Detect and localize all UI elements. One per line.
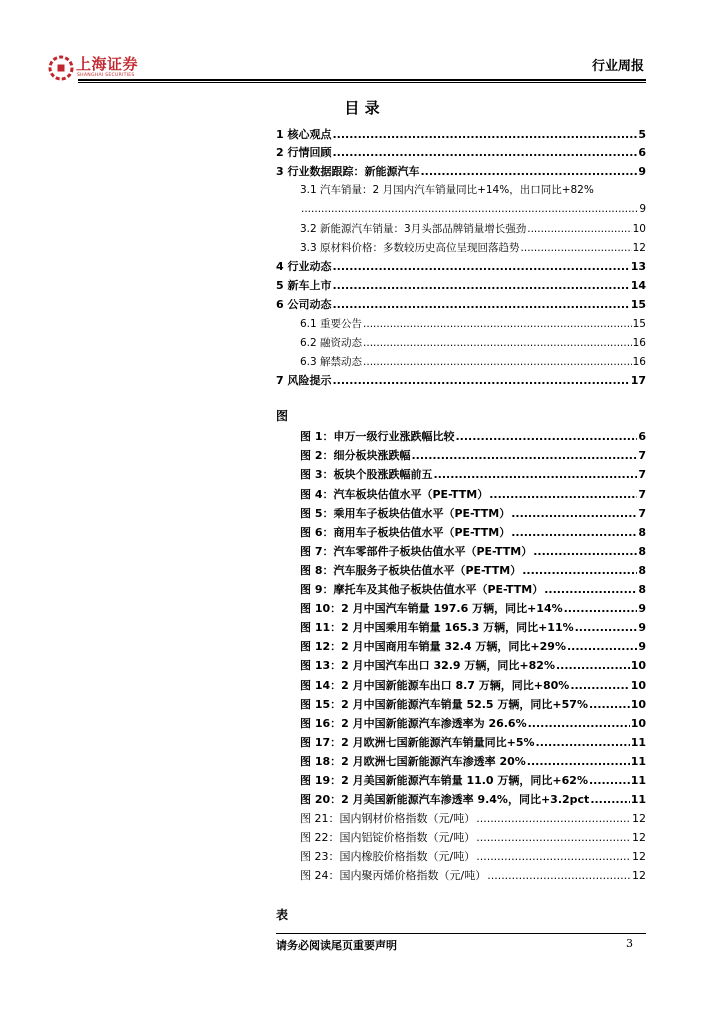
toc-entry[interactable]: [276, 144, 646, 162]
figure-entry[interactable]: [300, 505, 646, 523]
figure-page: 8: [638, 583, 646, 596]
header-rule-thin: [78, 82, 646, 83]
figure-text: 图 22：国内铝锭价格指数（元/吨）: [300, 831, 476, 844]
figure-text: 图 16：2 月中国新能源汽车渗透率为 26.6%: [300, 717, 527, 730]
toc-number: 3.2: [300, 223, 317, 235]
figure-text: 图 14：2 月中国新能源车出口 8.7 万辆，同比+80%: [300, 679, 570, 692]
figure-text: 图 8：汽车服务子板块估值水平（PE-TTM）: [300, 564, 522, 577]
header-rule: [78, 79, 646, 81]
toc-number: 3: [276, 165, 284, 178]
report-type: 行业周报: [591, 59, 644, 74]
toc-number: 6: [276, 298, 284, 311]
toc-text: 解禁动态: [320, 356, 363, 368]
toc-number: 2: [276, 146, 284, 159]
footer-rule: [276, 933, 646, 934]
figure-text: 图 5：乘用车子板块估值水平（PE-TTM）: [300, 507, 511, 520]
figure-page: 8: [638, 545, 646, 558]
figure-page: 8: [638, 526, 646, 539]
toc-number: 7: [276, 374, 284, 387]
toc-page: 16: [632, 356, 646, 368]
figure-page: 9: [638, 640, 646, 653]
figure-text: 图 10：2 月中国汽车销量 197.6 万辆，同比+14%: [300, 602, 563, 615]
figure-page: 11: [630, 774, 646, 787]
toc-text: 重要公告: [320, 318, 363, 330]
figure-page: 7: [638, 449, 646, 462]
toc-number: 6.2: [300, 337, 317, 349]
toc-text: 融资动态: [320, 337, 363, 349]
figure-page: 12: [632, 850, 646, 863]
figure-entry[interactable]: [300, 848, 646, 866]
toc-page: 12: [632, 242, 646, 254]
figure-entry[interactable]: [300, 715, 646, 733]
toc-text: 汽车销量：2 月国内汽车销量同比+14%，出口同比+82%: [320, 184, 594, 196]
logo-chinese: 上海证券: [76, 55, 139, 73]
toc-text: 新车上市: [287, 279, 332, 292]
figure-page: 10: [630, 717, 646, 730]
tables-label: 表: [276, 908, 289, 922]
figure-text: 图 3：板块个股涨跌幅前五: [300, 468, 433, 481]
figure-text: 图 6：商用车子板块估值水平（PE-TTM）: [300, 526, 511, 539]
figure-entry[interactable]: [300, 657, 646, 675]
toc-page: 13: [630, 260, 646, 273]
toc-page: 9: [639, 203, 646, 215]
company-logo: [48, 55, 148, 81]
toc-title: 目 录: [344, 99, 380, 117]
figure-page: 11: [630, 793, 646, 806]
figure-page: 8: [638, 564, 646, 577]
figure-text: 图 1：申万一级行业涨跌幅比较: [300, 430, 455, 443]
figure-page: 11: [630, 755, 646, 768]
figure-text: 图 17：2 月欧洲七国新能源汽车销量同比+5%: [300, 736, 535, 749]
toc-page: 17: [630, 374, 646, 387]
logo-icon: [48, 55, 74, 81]
figure-text: 图 12：2 月中国商用车销量 32.4 万辆，同比+29%: [300, 640, 566, 653]
figure-entry[interactable]: [300, 562, 646, 580]
toc-text: 行业动态: [287, 260, 332, 273]
figure-entry[interactable]: [300, 466, 646, 484]
figure-page: 12: [632, 831, 646, 844]
toc-page: 16: [632, 337, 646, 349]
figure-text: 图 11：2 月中国乘用车销量 165.3 万辆，同比+11%: [300, 621, 574, 634]
toc-number: 4: [276, 260, 284, 273]
figure-page: 10: [630, 679, 646, 692]
figure-entry[interactable]: [300, 428, 646, 446]
figure-text: 图 18：2 月欧洲七国新能源汽车渗透率 20%: [300, 755, 526, 768]
toc-entry[interactable]: [276, 258, 646, 276]
toc-entry-wrapped[interactable]: [300, 181, 646, 199]
figure-text: 图 24：国内聚丙烯价格指数（元/吨）: [300, 869, 487, 882]
figure-text: 图 7：汽车零部件子板块估值水平（PE-TTM）: [300, 545, 533, 558]
figure-page: 11: [630, 736, 646, 749]
figure-page: 6: [638, 430, 646, 443]
toc-page: 10: [632, 223, 646, 235]
toc-text: 公司动态: [287, 298, 332, 311]
figure-page: 7: [638, 507, 646, 520]
toc-number: 3.3: [300, 242, 317, 254]
toc-number: 5: [276, 279, 284, 292]
toc-entry[interactable]: [300, 334, 646, 352]
toc-entry[interactable]: [300, 353, 646, 371]
toc-entry[interactable]: [300, 220, 646, 238]
figure-entry[interactable]: [300, 734, 646, 752]
toc-entry-continuation[interactable]: [300, 200, 646, 218]
toc-entry[interactable]: [276, 277, 646, 295]
figure-page: 7: [638, 468, 646, 481]
toc-number: 3.1: [300, 184, 317, 196]
toc-entry[interactable]: [276, 296, 646, 314]
figure-text: 图 23：国内橡胶价格指数（元/吨）: [300, 850, 476, 863]
figure-entry[interactable]: [300, 829, 646, 847]
figure-entry[interactable]: [300, 867, 646, 885]
figure-page: 12: [632, 812, 646, 825]
toc-entry[interactable]: [300, 315, 646, 333]
page-number: 3: [626, 937, 633, 950]
toc-entry[interactable]: [300, 239, 646, 257]
figure-text: 图 13：2 月中国汽车出口 32.9 万辆，同比+82%: [300, 659, 555, 672]
figure-text: 图 21：国内钢材价格指数（元/吨）: [300, 812, 476, 825]
figure-entry[interactable]: [300, 543, 646, 561]
toc-entry[interactable]: [276, 163, 646, 181]
figure-page: 12: [632, 869, 646, 882]
figure-entry[interactable]: [300, 638, 646, 656]
toc-page: 14: [630, 279, 646, 292]
figure-entry[interactable]: [300, 486, 646, 504]
toc-text: 新能源汽车销量：3月头部品牌销量增长强劲: [320, 223, 527, 235]
figure-entry[interactable]: [300, 524, 646, 542]
toc-text: 行业数据跟踪：新能源汽车: [287, 165, 420, 178]
toc-text: 行情回顾: [287, 146, 332, 159]
figure-entry[interactable]: [300, 810, 646, 828]
figure-entry[interactable]: [300, 791, 646, 809]
figure-entry[interactable]: [300, 447, 646, 465]
toc-entry[interactable]: [276, 372, 646, 390]
figure-entry[interactable]: [300, 753, 646, 771]
toc-page: 5: [638, 128, 646, 141]
toc-number: 6.3: [300, 356, 317, 368]
toc-page: 15: [630, 298, 646, 311]
figure-entry[interactable]: [300, 581, 646, 599]
toc-text: 原材料价格：多数较历史高位呈现回落趋势: [320, 242, 520, 254]
toc-number: 6.1: [300, 318, 317, 330]
figure-entry[interactable]: [300, 677, 646, 695]
toc-number: 1: [276, 128, 284, 141]
figure-page: 9: [638, 602, 646, 615]
footer-disclaimer: 请务必阅读尾页重要声明: [276, 939, 397, 952]
figure-text: 图 9：摩托车及其他子板块估值水平（PE-TTM）: [300, 583, 544, 596]
figure-entry[interactable]: [300, 696, 646, 714]
figure-text: 图 19：2 月美国新能源汽车销量 11.0 万辆，同比+62%: [300, 774, 588, 787]
toc-entry[interactable]: [276, 126, 646, 144]
figures-label: 图: [276, 409, 289, 423]
toc-page: 9: [638, 165, 646, 178]
figure-text: 图 15：2 月中国新能源汽车销量 52.5 万辆，同比+57%: [300, 698, 588, 711]
figure-entry[interactable]: [300, 772, 646, 790]
toc-text: 风险提示: [287, 374, 332, 387]
figure-entry[interactable]: [300, 600, 646, 618]
toc-page: 6: [638, 146, 646, 159]
figure-page: 10: [630, 659, 646, 672]
toc-text: 核心观点: [287, 128, 332, 141]
figure-text: 图 20：2 月美国新能源汽车渗透率 9.4%，同比+3.2pct: [300, 793, 590, 806]
figure-text: 图 4：汽车板块估值水平（PE-TTM）: [300, 488, 489, 501]
toc-page: 15: [632, 318, 646, 330]
figure-page: 10: [630, 698, 646, 711]
page-header: [0, 0, 724, 80]
figure-text: 图 2：细分板块涨跌幅: [300, 449, 411, 462]
logo-english: SHANGHAI SECURITIES: [77, 73, 135, 78]
figure-page: 9: [638, 621, 646, 634]
figure-entry[interactable]: [300, 619, 646, 637]
figure-page: 7: [638, 488, 646, 501]
